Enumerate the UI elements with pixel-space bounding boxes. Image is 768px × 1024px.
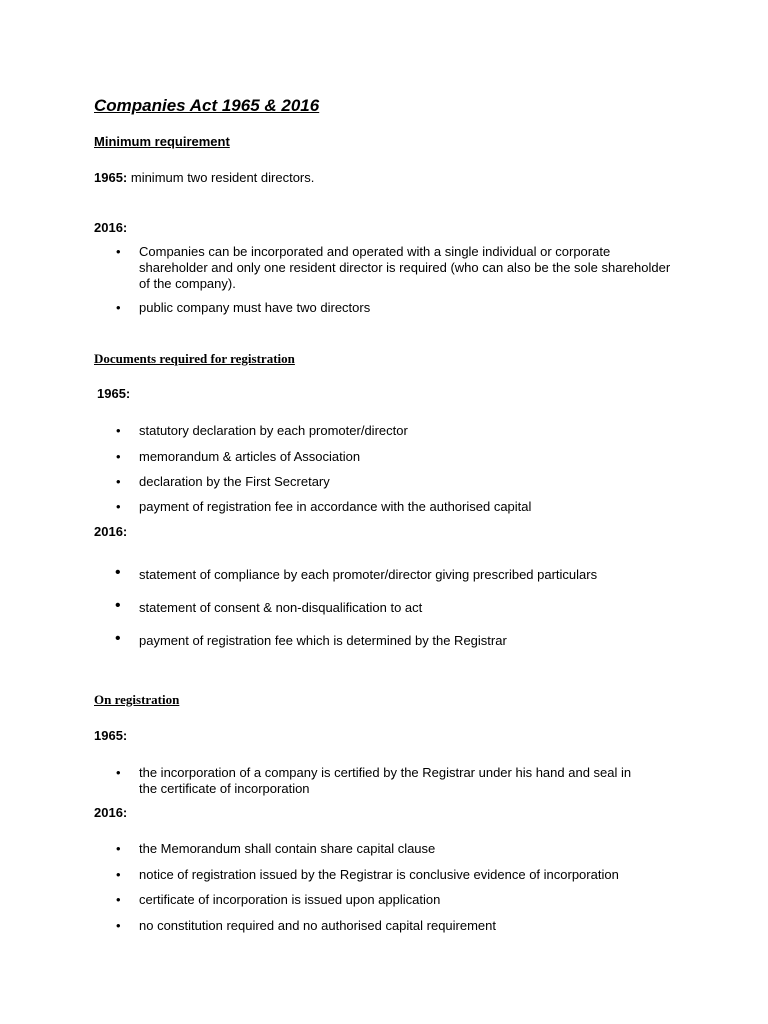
minimum-1965-line xyxy=(94,170,314,186)
bullet-icon: • xyxy=(116,244,121,259)
year-label-1965: 1965: xyxy=(94,728,128,743)
bullet-icon: • xyxy=(116,300,121,315)
bullet-icon: • xyxy=(116,892,121,907)
list-item: notice of registration issued by the Registrar is conclusive evidence of incorporation xyxy=(139,867,619,882)
section-heading-on-registration: On registration xyxy=(94,692,180,707)
list-item: the incorporation of a company is certified by the Registrar under his hand and seal in the certificate of incorporation xyxy=(139,765,632,796)
bullet-icon: • xyxy=(116,867,121,882)
list-item: declaration by the First Secretary xyxy=(139,474,330,489)
section-heading-minimum: Minimum requirement xyxy=(94,134,230,149)
page-title: Companies Act 1965 & 2016 xyxy=(94,96,320,115)
list-item: public company must have two directors xyxy=(139,300,371,315)
list-item: statement of consent & non-disqualification to act xyxy=(139,600,423,615)
bullet-icon: • xyxy=(116,423,121,438)
list-item: statement of compliance by each promoter/director giving prescribed particulars xyxy=(139,567,598,582)
list-item: certificate of incorporation is issued upon application xyxy=(139,892,441,907)
list-item: Companies can be incorporated and operated with a single individual or corporate shareholder and only one resident director is required (who can also be the sole shareholder of the company). xyxy=(139,244,671,291)
minimum-1965-text: minimum two resident directors. xyxy=(127,170,315,185)
year-label-1965: 1965: xyxy=(97,386,131,401)
year-label-1965: 1965: xyxy=(94,170,128,185)
bullet-icon: • xyxy=(116,765,121,780)
list-item: the Memorandum shall contain share capital clause xyxy=(139,841,436,856)
list-item: payment of registration fee which is determined by the Registrar xyxy=(139,633,507,648)
bullet-icon: • xyxy=(116,449,121,464)
bullet-icon: • xyxy=(115,564,121,581)
section-heading-documents: Documents required for registration xyxy=(94,351,295,366)
list-item: payment of registration fee in accordance with the authorised capital xyxy=(139,499,532,514)
bullet-icon: • xyxy=(116,841,121,856)
bullet-icon: • xyxy=(115,597,121,614)
list-item: memorandum & articles of Association xyxy=(139,449,361,464)
bullet-icon: • xyxy=(115,630,121,647)
list-item: statutory declaration by each promoter/director xyxy=(139,423,408,438)
bullet-icon: • xyxy=(116,499,121,514)
bullet-icon: • xyxy=(116,474,121,489)
year-label-2016: 2016: xyxy=(94,524,128,539)
bullet-icon: • xyxy=(116,918,121,933)
list-item: no constitution required and no authorised capital requirement xyxy=(139,918,497,933)
year-label-2016: 2016: xyxy=(94,805,128,820)
year-label-2016: 2016: xyxy=(94,220,128,235)
